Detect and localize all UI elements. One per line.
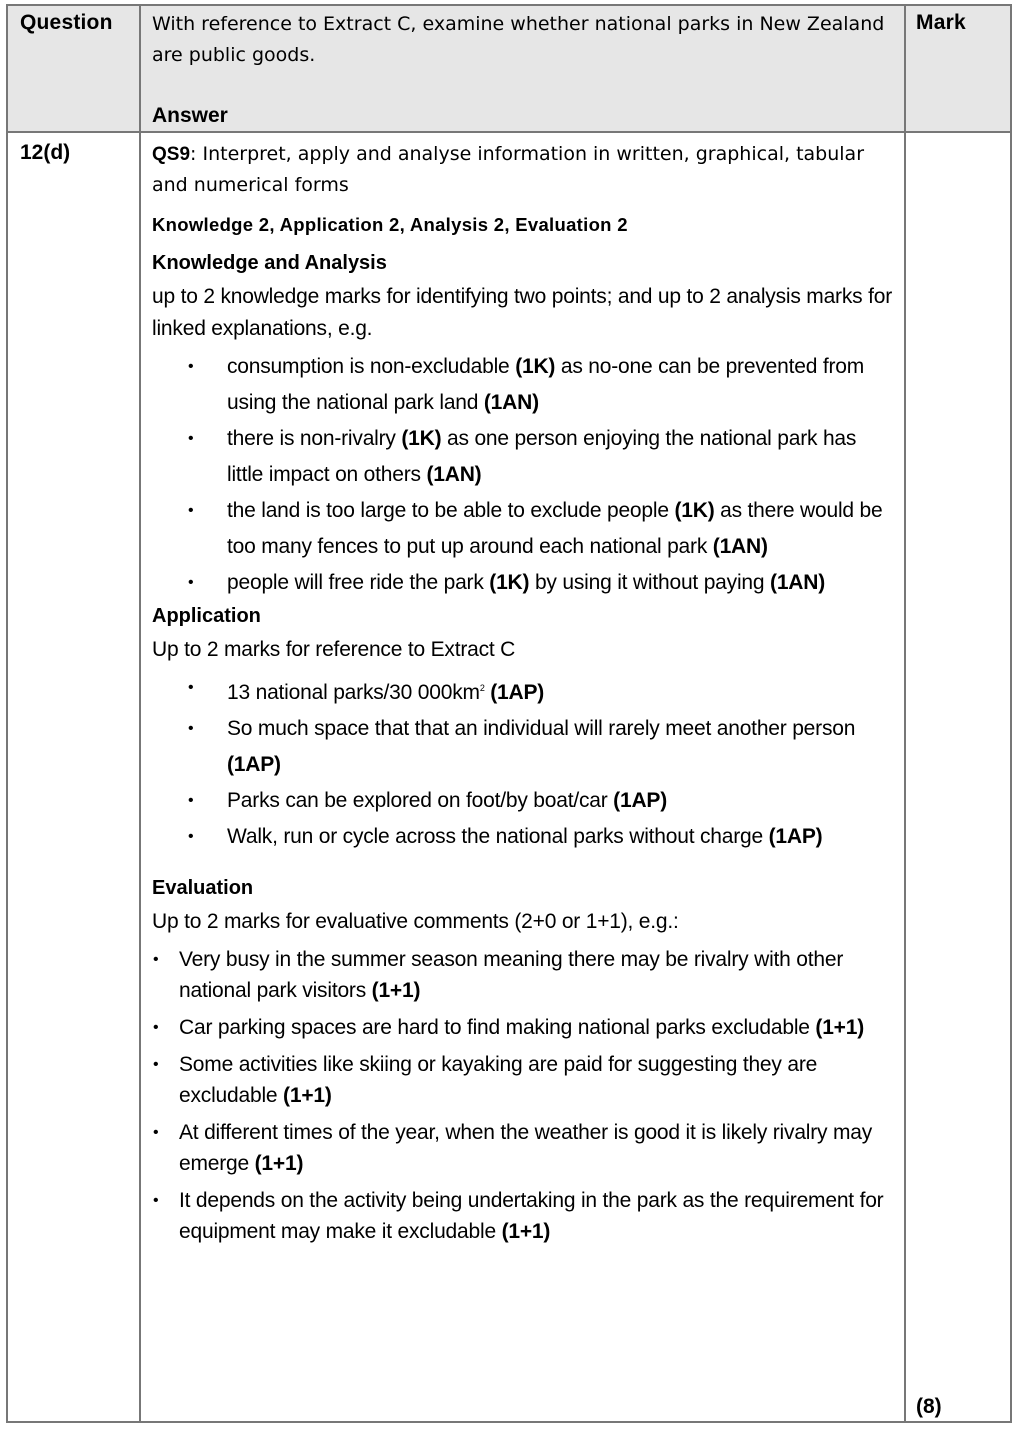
mark-code: (1K) — [489, 571, 530, 594]
list-item: • Car parking spaces are hard to find making national parks excludable (1+1) — [152, 1012, 896, 1043]
mark-header-cell — [905, 5, 1011, 132]
bullet-icon: • — [188, 792, 194, 809]
question-number-cell — [7, 132, 140, 1422]
mark-code: (1K) — [515, 355, 556, 378]
quantitative-skill — [152, 139, 896, 201]
bullet-icon: • — [153, 1019, 159, 1036]
bullet-icon: • — [188, 502, 194, 519]
question-text-cell — [140, 5, 905, 132]
mark-code: (1AN) — [770, 571, 826, 594]
list-item: • consumption is non-excludable (1K) as no-one can be prevented from using the national park land (1AN) — [152, 349, 896, 421]
qs-code: QS9 — [152, 144, 191, 165]
bullet-icon: • — [188, 679, 194, 696]
header-row — [7, 5, 1011, 132]
mark-code: (1K) — [401, 427, 442, 450]
total-mark: (8) — [916, 1395, 942, 1418]
evaluation-heading: Evaluation — [152, 877, 254, 899]
list-item: • Walk, run or cycle across the national parks without charge (1AP) — [152, 819, 896, 855]
bullet-icon: • — [153, 1124, 159, 1141]
qs-description: : Interpret, apply and analyse information in written, graphical, tabular and numerical forms — [152, 143, 865, 196]
list-item: • Some activities like skiing or kayaking are paid for suggesting they are excludable (1+1) — [152, 1049, 896, 1111]
answer-label: Answer — [152, 104, 228, 127]
application-list — [152, 670, 896, 855]
list-item: • people will free ride the park (1K) by using it without paying (1AN) — [152, 565, 896, 601]
mark-code: (1+1) — [371, 979, 421, 1002]
mark-code: (1AP) — [768, 825, 823, 848]
list-item: • Very busy in the summer season meaning there may be rivalry with other national park visitors (1+1) — [152, 944, 896, 1006]
mark-code: (1K) — [674, 499, 715, 522]
bullet-icon: • — [188, 358, 194, 375]
bullet-icon: • — [188, 828, 194, 845]
list-item: • So much space that that an individual will rarely meet another person (1AP) — [152, 711, 896, 783]
mark-code: (1AP) — [490, 681, 545, 704]
bullet-icon: • — [188, 574, 194, 591]
mark-column-label: Mark — [916, 11, 966, 34]
mark-scheme-table — [6, 4, 1012, 1423]
mark-code: (1AN) — [712, 535, 768, 558]
mark-code: (1AN) — [426, 463, 482, 486]
mark-code: (1AP) — [227, 753, 281, 776]
question-number: 12(d) — [20, 141, 71, 164]
mark-cell — [905, 132, 1011, 1422]
knowledge-analysis-list — [152, 349, 896, 601]
bullet-icon: • — [153, 951, 159, 968]
mark-code: (1AN) — [483, 391, 539, 414]
list-item: • At different times of the year, when the weather is good it is likely rivalry may emerge (1+1) — [152, 1117, 896, 1179]
bullet-icon: • — [153, 1192, 159, 1209]
mark-code: (1+1) — [254, 1152, 304, 1175]
list-item: • there is non-rivalry (1K) as one person enjoying the national park has little impact on others (1AN) — [152, 421, 896, 493]
bullet-icon: • — [153, 1056, 159, 1073]
answer-row — [7, 132, 1011, 1422]
application-intro: Up to 2 marks for reference to Extract C — [152, 638, 516, 661]
answer-cell — [140, 132, 905, 1422]
question-header-cell — [7, 5, 140, 132]
list-item: • 13 national parks/30 $000km^2$ (1AP) — [152, 670, 896, 711]
bullet-icon: • — [188, 430, 194, 447]
application-heading: Application — [152, 605, 261, 627]
question-column-label: Question — [20, 11, 113, 34]
knowledge-analysis-heading: Knowledge and Analysis — [152, 252, 387, 274]
list-item: • Parks can be explored on foot/by boat/car (1AP) — [152, 783, 896, 819]
list-item: • the land is too large to be able to exclude people (1K) as there would be too many fences to put up around each national park (1AN) — [152, 493, 896, 565]
evaluation-list — [152, 944, 896, 1247]
question-text: With reference to Extract C, examine whether national parks in New Zealand are public goods. — [152, 13, 885, 66]
knowledge-analysis-intro: up to 2 knowledge marks for identifying two points; and up to 2 analysis marks for linked explanations, e.g. — [152, 285, 892, 340]
evaluation-intro: Up to 2 marks for evaluative comments (2+0 or 1+1), e.g.: — [152, 910, 679, 933]
mark-code: (1+1) — [283, 1084, 332, 1107]
mark-code: (1AP) — [613, 789, 668, 812]
bullet-icon: • — [188, 720, 194, 737]
list-item: • It depends on the activity being undertaking in the park as the requirement for equipment may make it excludable (1+1) — [152, 1185, 896, 1247]
mark-code: (1+1) — [501, 1220, 551, 1243]
assessment-objectives: Knowledge 2, Application 2, Analysis 2, Evaluation 2 — [152, 214, 628, 235]
mark-code: (1+1) — [815, 1016, 865, 1039]
